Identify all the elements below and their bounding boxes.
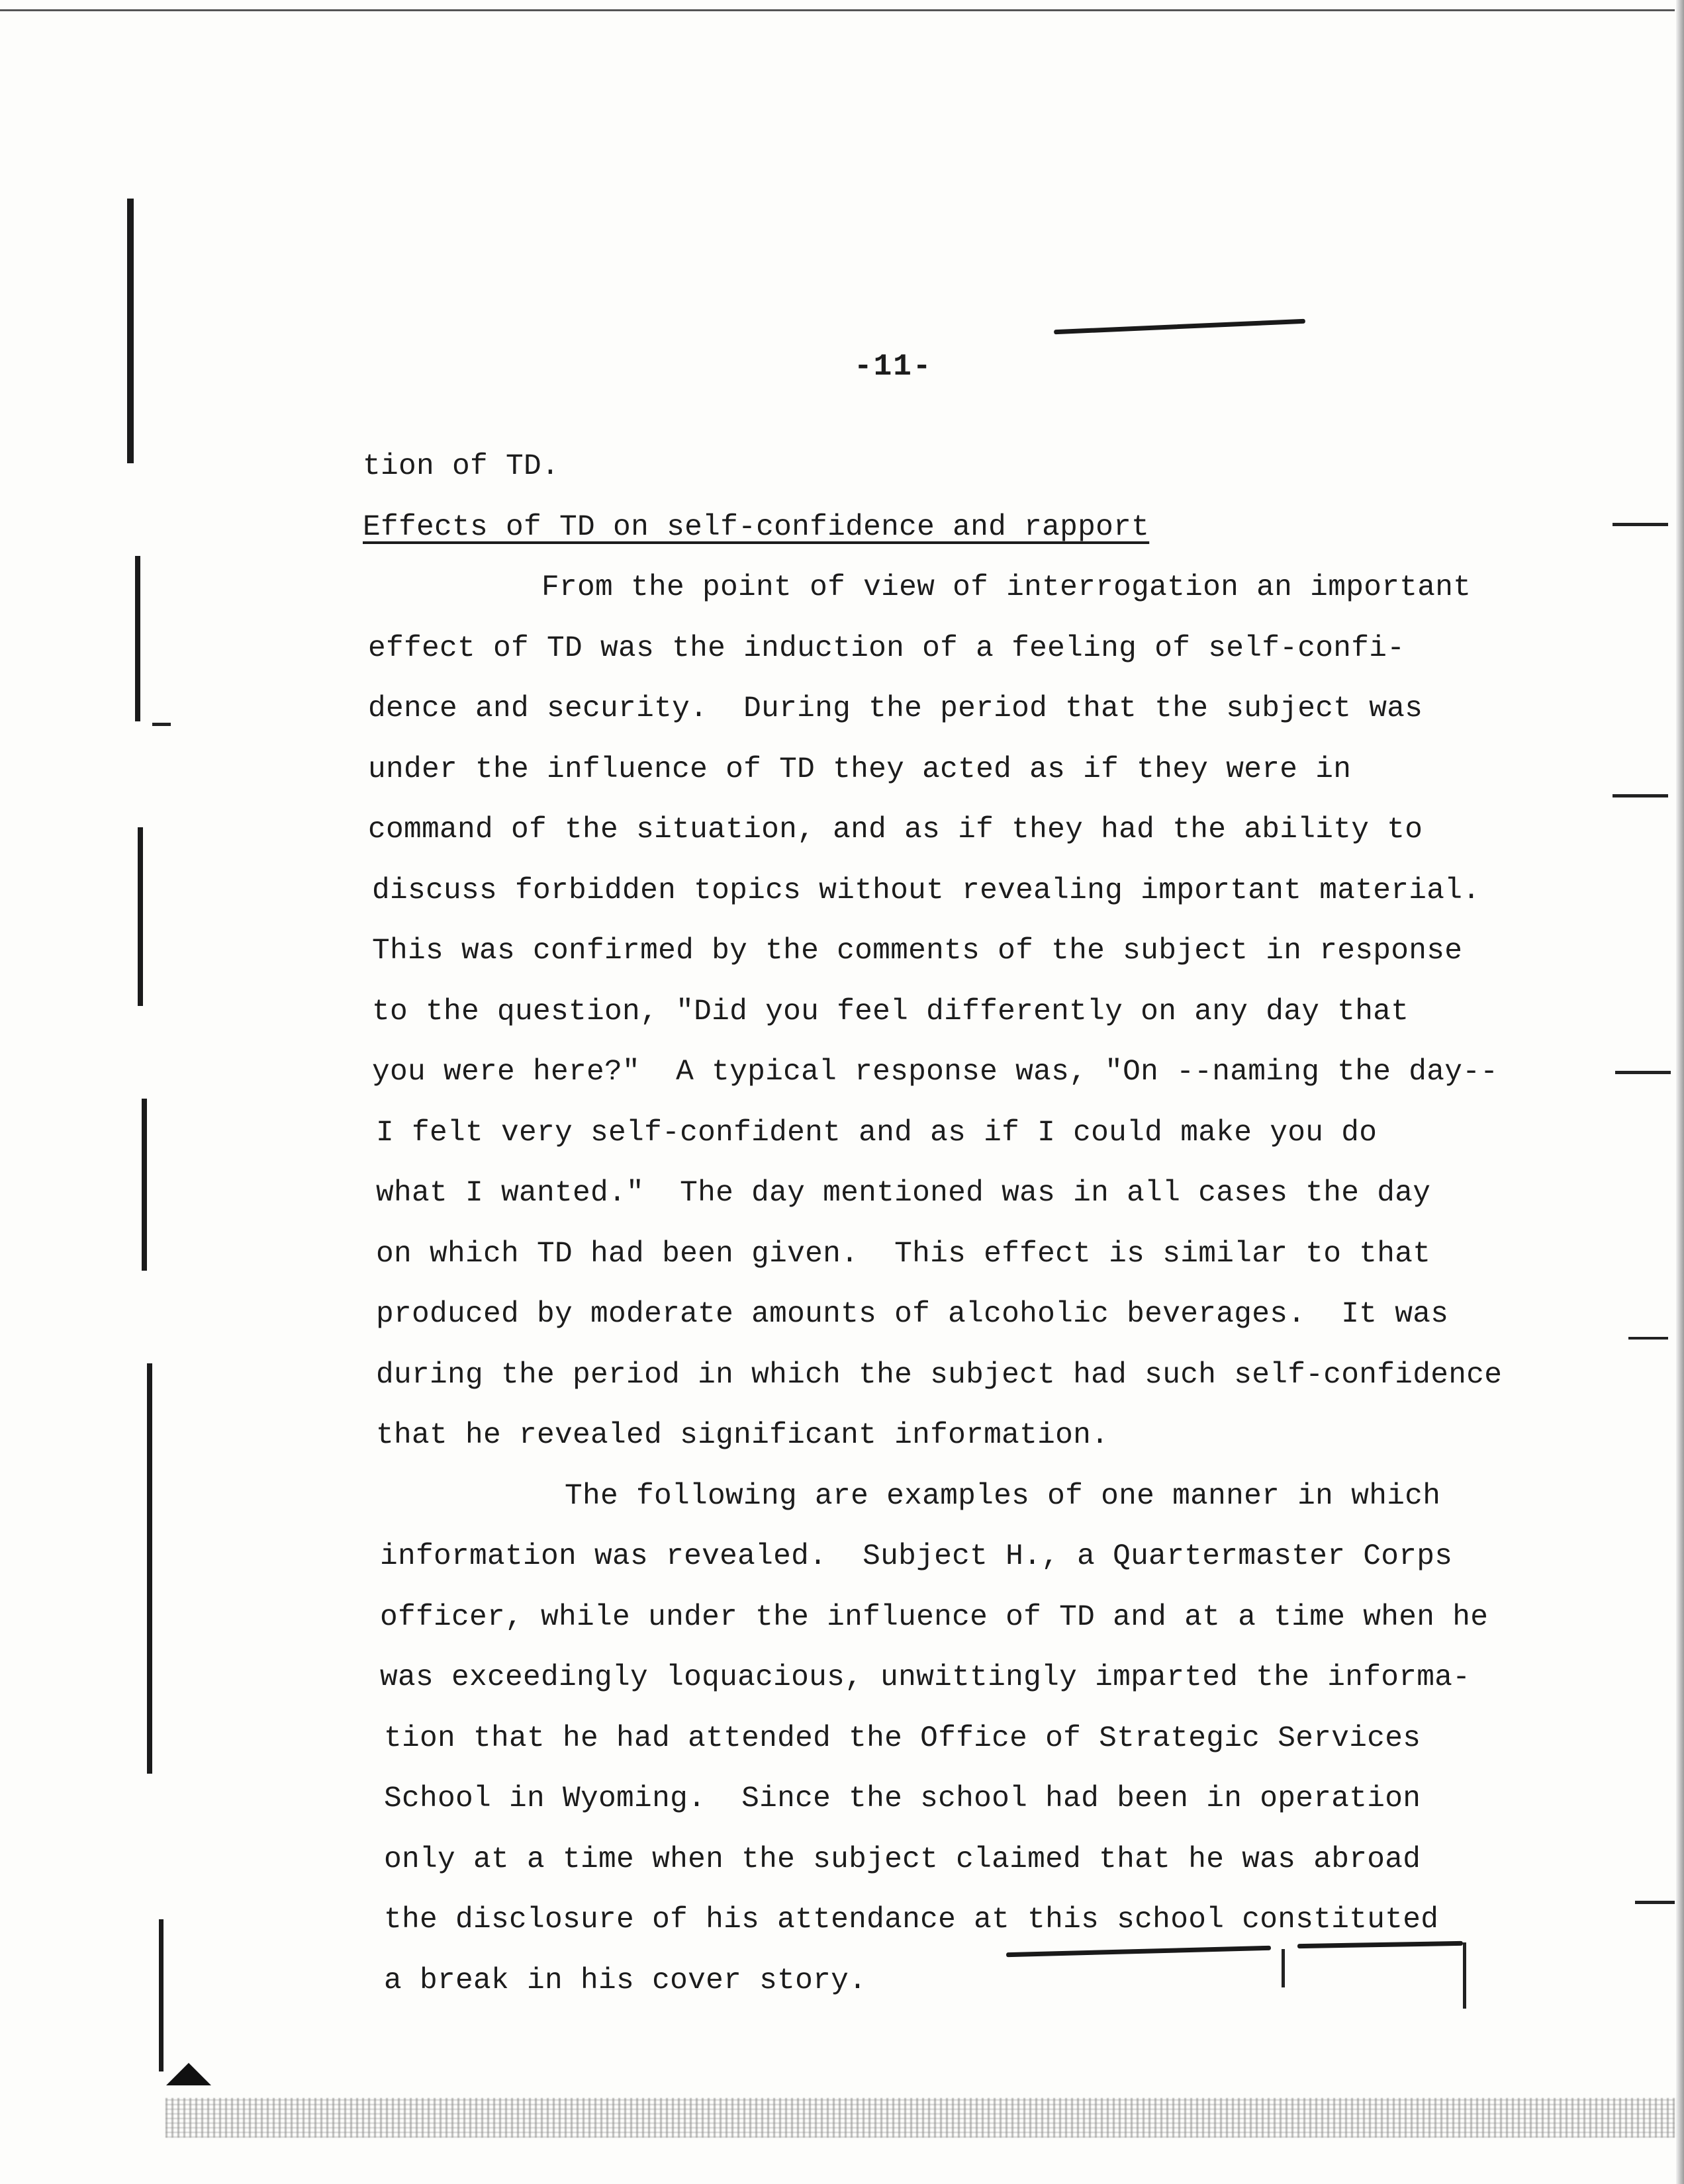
scan-top-edge — [0, 0, 1675, 11]
text-line: officer, while under the influence of TD and at a time when he — [380, 1600, 1489, 1634]
text-line: during the period in which the subject had such self-confidence — [376, 1358, 1503, 1392]
text-line: a break in his cover story. — [384, 1964, 867, 1997]
text-line: effect of TD was the induction of a feeling of self-confi- — [368, 631, 1405, 665]
margin-bar — [135, 556, 140, 721]
text-line: tion that he had attended the Office of Strategic Services — [384, 1721, 1421, 1755]
text-line: From the point of view of interrogation an important — [541, 571, 1472, 604]
text-line: was exceedingly loquacious, unwittingly imparted the informa- — [380, 1661, 1471, 1694]
text-line: discuss forbidden topics without revealing important material. — [372, 874, 1481, 907]
text-line: what I wanted." The day mentioned was in all cases the day — [376, 1177, 1431, 1210]
margin-mark — [1613, 523, 1668, 526]
margin-mark — [1615, 1071, 1671, 1074]
corner-triangle-mark — [166, 2063, 211, 2085]
margin-bar — [142, 1099, 147, 1271]
text-line: dence and security. During the period that the subject was — [368, 692, 1423, 725]
margin-bar — [138, 827, 143, 1006]
text-line: you were here?" A typical response was, "On --naming the day-- — [372, 1056, 1499, 1089]
document-body — [363, 437, 1528, 2011]
text-line: that he revealed significant information. — [376, 1419, 1109, 1452]
margin-bar — [147, 1363, 152, 1774]
text-line: produced by moderate amounts of alcoholic beverages. It was — [376, 1298, 1449, 1331]
margin-mark — [1628, 1337, 1668, 1340]
pen-stroke — [1054, 319, 1305, 335]
text-line: only at a time when the subject claimed that he was abroad — [384, 1843, 1421, 1876]
margin-mark — [1635, 1901, 1675, 1904]
text-line: School in Wyoming. Since the school had been in operation — [384, 1782, 1421, 1815]
text-line: tion of TD. — [363, 450, 560, 483]
text-line: information was revealed. Subject H., a Quartermaster Corps — [380, 1540, 1453, 1573]
text-line: on which TD had been given. This effect is similar to that — [376, 1237, 1431, 1271]
page-number: -11- — [854, 349, 933, 384]
scan-right-edge — [1676, 0, 1684, 2184]
margin-bar — [127, 199, 134, 463]
text-line: the disclosure of his attendance at this school constituted — [384, 1903, 1439, 1936]
margin-mark — [1613, 794, 1668, 797]
text-line: I felt very self-confident and as if I could make you do — [376, 1116, 1378, 1150]
text-line: under the influence of TD they acted as if they were in — [368, 752, 1352, 786]
margin-mark — [152, 723, 171, 726]
scan-bottom-noise — [165, 2098, 1675, 2138]
margin-bar — [159, 1919, 164, 2071]
text-line: The following are examples of one manner in which — [565, 1479, 1441, 1513]
section-heading: Effects of TD on self-confidence and rapport — [363, 510, 1150, 544]
text-line: to the question, "Did you feel differently on any day that — [372, 995, 1409, 1028]
text-line: This was confirmed by the comments of the subject in response — [372, 934, 1463, 968]
text-line: command of the situation, and as if they had the ability to — [368, 813, 1423, 846]
